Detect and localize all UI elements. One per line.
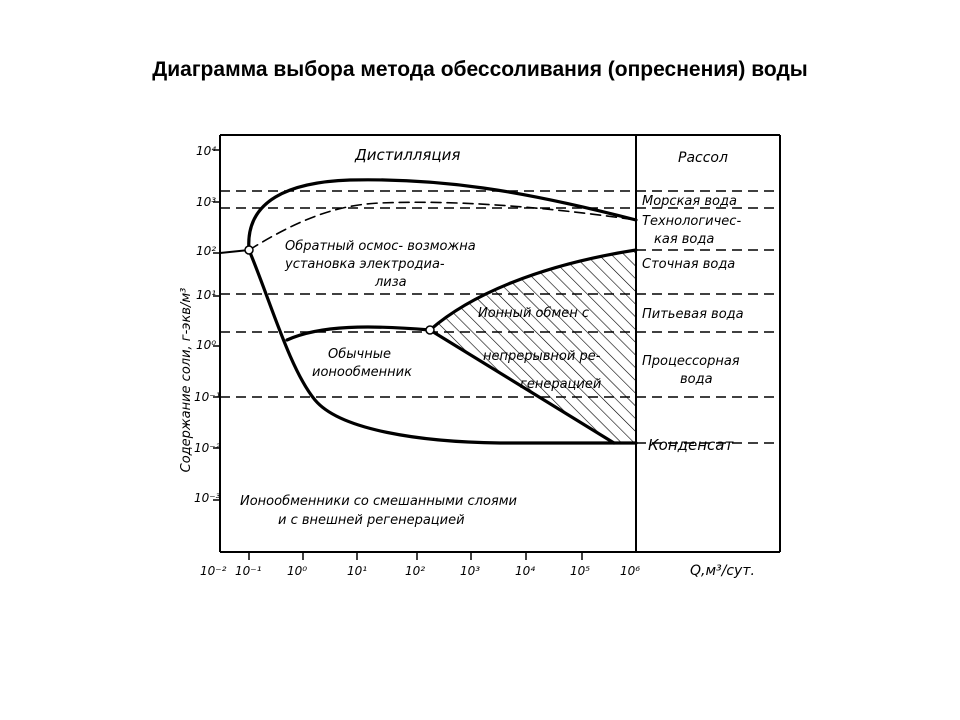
process-water-label-2: вода — [680, 372, 713, 387]
y-tick-label: 10⁰ — [196, 338, 217, 352]
ordinary-exchanger-label-1: Обычные — [328, 347, 391, 362]
y-tick-label: 10² — [196, 244, 217, 258]
x-tick-labels — [200, 564, 640, 578]
tech-water-label-1: Технологичес- — [642, 214, 742, 229]
y-tick-label: 10³ — [196, 195, 217, 209]
mixed-bed-exchanger-label-2: и с внешней регенерацией — [278, 513, 465, 528]
process-water-label-1: Процессорная — [642, 354, 740, 369]
reverse-osmosis-label-3: лиза — [375, 275, 407, 290]
x-axis-ticks — [249, 552, 582, 560]
waste-water-label: Сточная вода — [642, 257, 736, 272]
x-tick-label: 10⁰ — [287, 564, 308, 578]
continuous-ion-exchange-label-1: Ионный обмен с — [478, 306, 590, 321]
x-tick-label: 10⁴ — [515, 564, 536, 578]
sea-water-label: Морская вода — [642, 194, 737, 209]
x-tick-label: 10⁵ — [570, 564, 591, 578]
water-type-labels — [642, 150, 744, 454]
y-tick-label: 10⁻³ — [194, 491, 221, 505]
x-tick-label: 10⁻² — [200, 564, 227, 578]
x-tick-label: 10¹ — [347, 564, 368, 578]
distillation-label: Дистилляция — [355, 146, 461, 164]
drinking-water-label: Питьевая вода — [642, 307, 744, 322]
continuous-ion-exchange-label-3: генерацией — [520, 377, 602, 392]
reverse-osmosis-label-2: установка электродиа- — [285, 257, 445, 272]
x-tick-label: 10² — [405, 564, 426, 578]
y-axis-label: Содержание соли, г-экв/м³ — [179, 287, 194, 473]
y-tick-label: 10¹ — [196, 288, 217, 302]
brine-label: Рассол — [678, 150, 728, 166]
junction-point-2 — [426, 326, 434, 334]
y-tick-label: 10⁻² — [194, 441, 221, 455]
x-axis-label: Q,м³/сут. — [690, 563, 755, 579]
reverse-osmosis-label-1: Обратный осмос- возможна — [285, 239, 476, 254]
ordinary-exchanger-upper — [287, 327, 430, 340]
x-tick-label: 10⁻¹ — [235, 564, 262, 578]
x-tick-label: 10⁶ — [620, 564, 641, 578]
y-tick-labels — [194, 144, 221, 505]
y-tick-label: 10⁻¹ — [194, 390, 221, 404]
tech-water-label-2: кая вода — [654, 232, 715, 247]
mixed-bed-exchanger-label-1: Ионообменники со смешанными слоями — [240, 494, 517, 509]
y-tick-label: 10⁴ — [196, 144, 217, 158]
junction-point-1 — [245, 246, 253, 254]
continuous-ion-exchange-label-2: непрерывной ре- — [483, 349, 601, 364]
ordinary-exchanger-label-2: ионообменник — [312, 365, 412, 380]
slide-title: Диаграмма выбора метода обессоливания (опреснения) воды — [152, 58, 808, 81]
condensate-label: Конденсат — [648, 436, 734, 454]
continuous-ion-exchange-region — [430, 250, 636, 443]
x-tick-label: 10³ — [460, 564, 481, 578]
